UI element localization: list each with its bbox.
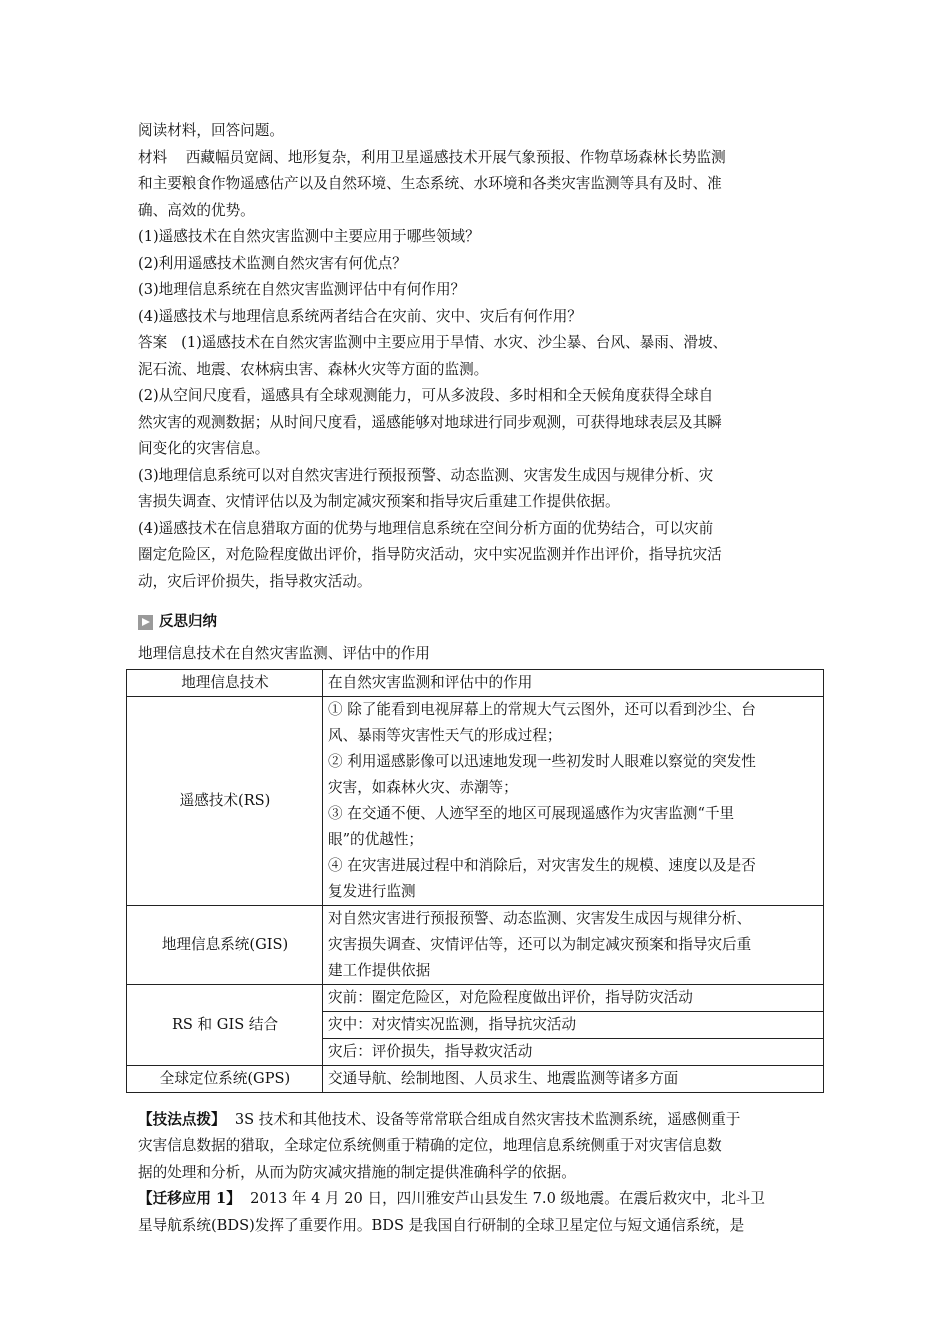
answer-label: 答案 xyxy=(138,334,168,351)
transfer-label: 【迁移应用 1】 xyxy=(138,1190,241,1207)
table-row xyxy=(127,984,824,1011)
table-cell-combo-name: RS 和 GIS 结合 xyxy=(127,984,323,1065)
answer-line: 动，灾后评价损失，指导救灾活动。 xyxy=(138,572,372,590)
transfer-line: 2013 年 4 月 20 日，四川雅安芦山县发生 7.0 级地震。在震后救灾中，北斗卫 xyxy=(250,1190,765,1207)
section-title: 反思归纳 xyxy=(159,613,217,630)
answer-line: 害损失调查、灾情评估以及为制定减灾预案和指导灾后重建工作提供依据。 xyxy=(138,493,620,510)
material-line: 和主要粮食作物遥感估产以及自然环境、生态系统、水环境和各类灾害监测等具有及时、准 xyxy=(138,175,722,192)
table-cell-gis-role xyxy=(323,905,824,984)
table-cell-gps-role: 交通导航、绘制地图、人员求生、地震监测等诸多方面 xyxy=(323,1065,824,1092)
answer-line: 然灾害的观测数据；从时间尺度看，遥感能够对地球进行同步观测，可获得地球表层及其瞬 xyxy=(138,413,722,431)
answer-line: (2)从空间尺度看，遥感具有全球观测能力，可从多波段、多时相和全天候角度获得全球自 xyxy=(138,387,714,404)
cell-line: ② 利用遥感影像可以迅速地发现一些初发时人眼难以察觉的突发性 xyxy=(328,752,756,770)
table-row xyxy=(127,1065,824,1092)
section-heading xyxy=(138,609,824,635)
material-line: 确、高效的优势。 xyxy=(138,201,255,219)
transfer-line: 星导航系统(BDS)发挥了重要作用。BDS 是我国自行研制的全球卫星定位与短文通信系统，是 xyxy=(138,1216,745,1234)
material-paragraph xyxy=(138,145,824,225)
table-cell-rs-name: 遥感技术(RS) xyxy=(127,696,323,905)
question-item: (1)遥感技术在自然灾害监测中主要应用于哪些领域？ xyxy=(138,228,480,245)
answer-block xyxy=(138,330,824,595)
answer-line: (4)遥感技术在信息猎取方面的优势与地理信息系统在空间分析方面的优势结合，可以灾前 xyxy=(138,519,714,537)
table-header-cell: 在自然灾害监测和评估中的作用 xyxy=(323,669,824,696)
table-row xyxy=(127,696,824,905)
play-triangle-icon xyxy=(138,615,153,630)
cell-line: 建工作提供依据 xyxy=(328,961,431,979)
tips-paragraph xyxy=(138,1107,824,1187)
table-cell-combo-during: 灾中：对灾情实况监测，指导抗灾活动 xyxy=(323,1011,824,1038)
document-page xyxy=(138,118,824,1239)
question-item: (2)利用遥感技术监测自然灾害有何优点？ xyxy=(138,254,407,272)
question-item: (4)遥感技术与地理信息系统两者结合在灾前、灾中、灾后有何作用？ xyxy=(138,307,582,325)
answer-line: 泥石流、地震、农林病虫害、森林火灾等方面的监测。 xyxy=(138,360,489,378)
tips-line: 灾害信息数据的猎取，全球定位系统侧重于精确的定位，地理信息系统侧重于对灾害信息数 xyxy=(138,1137,722,1154)
table-row xyxy=(127,905,824,984)
cell-line: ④ 在灾害进展过程中和消除后，对灾害发生的规模、速度以及是否 xyxy=(328,856,756,874)
material-line: 西藏幅员宽阔、地形复杂，利用卫星遥感技术开展气象预报、作物草场森林长势监测 xyxy=(185,148,726,166)
tips-line: 据的处理和分析，从而为防灾减灾措施的制定提供准确科学的依据。 xyxy=(138,1163,576,1181)
table-row xyxy=(127,669,824,696)
info-table xyxy=(126,669,824,1093)
table-cell-combo-before: 灾前：圈定危险区，对危险程度做出评价，指导防灾活动 xyxy=(323,984,824,1011)
tips-label: 【技法点拨】 xyxy=(138,1110,226,1128)
cell-line: 灾害损失调查、灾情评估等，还可以为制定减灾预案和指导灾后重 xyxy=(328,935,752,953)
table-caption: 地理信息技术在自然灾害监测、评估中的作用 xyxy=(138,645,430,662)
cell-line: 复发进行监测 xyxy=(328,882,416,900)
cell-line: 眼”的优越性； xyxy=(328,830,424,848)
table-cell-rs-role xyxy=(323,696,824,905)
table-cell-gis-name: 地理信息系统(GIS) xyxy=(127,905,323,984)
answer-line: (1)遥感技术在自然灾害监测中主要应用于旱情、水灾、沙尘暴、台风、暴雨、滑坡、 xyxy=(181,334,728,351)
cell-line: ③ 在交通不便、人迹罕至的地区可展现遥感作为灾害监测“千里 xyxy=(328,804,735,822)
cell-line: 对自然灾害进行预报预警、动态监测、灾害发生成因与规律分析、 xyxy=(328,909,752,927)
intro-text: 阅读材料，回答问题。 xyxy=(138,122,284,139)
material-label: 材料 xyxy=(138,148,168,166)
cell-line: 风、暴雨等灾害性天气的形成过程； xyxy=(328,726,562,744)
transfer-paragraph xyxy=(138,1186,824,1239)
table-header-cell: 地理信息技术 xyxy=(127,669,323,696)
answer-line: 间变化的灾害信息。 xyxy=(138,440,270,457)
answer-line: 圈定危险区，对危险程度做出评价，指导防灾活动，灾中实况监测并作出评价，指导抗灾活 xyxy=(138,546,722,563)
cell-line: ① 除了能看到电视屏幕上的常规大气云图外，还可以看到沙尘、台 xyxy=(328,700,756,718)
question-item: (3)地理信息系统在自然灾害监测评估中有何作用？ xyxy=(138,281,466,298)
table-cell-combo-after: 灾后：评价损失，指导救灾活动 xyxy=(323,1038,824,1065)
question-list xyxy=(138,224,824,330)
cell-line: 灾害，如森林火灾、赤潮等； xyxy=(328,778,518,796)
answer-line: (3)地理信息系统可以对自然灾害进行预报预警、动态监测、灾害发生成因与规律分析、灾 xyxy=(138,466,714,484)
tips-line: 3S 技术和其他技术、设备等常常联合组成自然灾害技术监测系统，遥感侧重于 xyxy=(234,1110,741,1128)
table-cell-gps-name: 全球定位系统(GPS) xyxy=(127,1065,323,1092)
